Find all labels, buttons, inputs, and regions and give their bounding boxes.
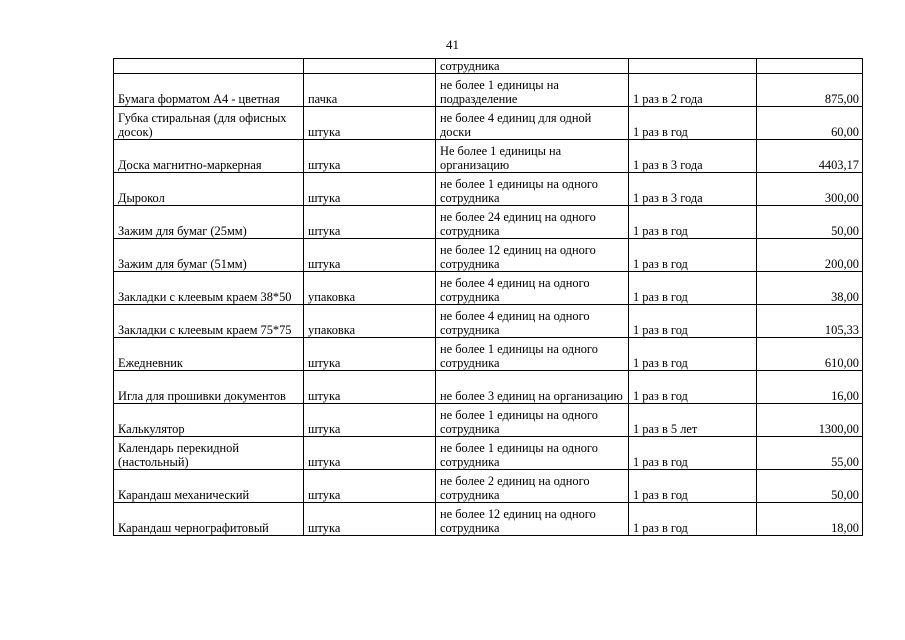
table-row — [114, 437, 863, 470]
cell-price — [757, 59, 863, 74]
table-row — [114, 107, 863, 140]
table-row-continuation — [114, 59, 863, 74]
cell-name: Бумага форматом А4 - цветная — [114, 74, 304, 107]
supplies-table — [113, 58, 863, 536]
table-row — [114, 371, 863, 404]
cell-price: 1300,00 — [757, 404, 863, 437]
cell-name: Карандаш чернографитовый — [114, 503, 304, 536]
cell-frequency: 1 раз в 2 года — [629, 74, 757, 107]
cell-price: 300,00 — [757, 173, 863, 206]
table-row — [114, 206, 863, 239]
cell-limit: не более 12 единиц на одного сотрудника — [436, 239, 629, 272]
cell-frequency: 1 раз в год — [629, 305, 757, 338]
table-row — [114, 140, 863, 173]
cell-price: 610,00 — [757, 338, 863, 371]
cell-price: 16,00 — [757, 371, 863, 404]
cell-limit: не более 12 единиц на одного сотрудника — [436, 503, 629, 536]
cell-frequency: 1 раз в год — [629, 107, 757, 140]
cell-frequency: 1 раз в год — [629, 503, 757, 536]
cell-limit: не более 4 единиц на одного сотрудника — [436, 272, 629, 305]
table-row — [114, 239, 863, 272]
cell-limit: не более 4 единиц на одного сотрудника — [436, 305, 629, 338]
table-body — [114, 59, 863, 536]
cell-frequency: 1 раз в 3 года — [629, 173, 757, 206]
table-row — [114, 404, 863, 437]
cell-unit — [304, 59, 436, 74]
cell-limit: не более 24 единиц на одного сотрудника — [436, 206, 629, 239]
cell-frequency: 1 раз в 3 года — [629, 140, 757, 173]
cell-unit: штука — [304, 173, 436, 206]
table-row — [114, 272, 863, 305]
cell-limit: сотрудника — [436, 59, 629, 74]
cell-unit: штука — [304, 239, 436, 272]
cell-limit: не более 4 единиц для одной доски — [436, 107, 629, 140]
cell-name: Губка стиральная (для офисных досок) — [114, 107, 304, 140]
cell-frequency: 1 раз в год — [629, 437, 757, 470]
cell-price: 60,00 — [757, 107, 863, 140]
cell-name: Дырокол — [114, 173, 304, 206]
cell-frequency: 1 раз в год — [629, 239, 757, 272]
cell-unit: штука — [304, 206, 436, 239]
cell-limit: не более 2 единиц на одного сотрудника — [436, 470, 629, 503]
cell-unit: штука — [304, 371, 436, 404]
table-row — [114, 338, 863, 371]
cell-limit: не более 3 единиц на организацию — [436, 371, 629, 404]
cell-unit: штука — [304, 338, 436, 371]
cell-limit: не более 1 единицы на одного сотрудника — [436, 338, 629, 371]
cell-price: 50,00 — [757, 206, 863, 239]
cell-unit: штука — [304, 437, 436, 470]
cell-name: Ежедневник — [114, 338, 304, 371]
table-row — [114, 305, 863, 338]
cell-price: 50,00 — [757, 470, 863, 503]
cell-name: Календарь перекидной (настольный) — [114, 437, 304, 470]
cell-name: Калькулятор — [114, 404, 304, 437]
cell-frequency: 1 раз в год — [629, 206, 757, 239]
table-row — [114, 173, 863, 206]
cell-unit: упаковка — [304, 272, 436, 305]
cell-limit: не более 1 единицы на одного сотрудника — [436, 404, 629, 437]
cell-unit: штука — [304, 107, 436, 140]
cell-price: 875,00 — [757, 74, 863, 107]
table-row — [114, 470, 863, 503]
cell-limit: не более 1 единицы на подразделение — [436, 74, 629, 107]
cell-name: Игла для прошивки документов — [114, 371, 304, 404]
cell-frequency: 1 раз в год — [629, 338, 757, 371]
page-number: 41 — [446, 37, 459, 52]
table-row — [114, 74, 863, 107]
cell-unit: штука — [304, 503, 436, 536]
cell-limit: Не более 1 единицы на организацию — [436, 140, 629, 173]
cell-price: 105,33 — [757, 305, 863, 338]
cell-frequency: 1 раз в год — [629, 371, 757, 404]
cell-frequency: 1 раз в 5 лет — [629, 404, 757, 437]
cell-frequency — [629, 59, 757, 74]
table-row — [114, 503, 863, 536]
cell-unit: штука — [304, 404, 436, 437]
cell-frequency: 1 раз в год — [629, 470, 757, 503]
cell-unit: штука — [304, 140, 436, 173]
cell-name: Закладки с клеевым краем 75*75 — [114, 305, 304, 338]
cell-name — [114, 59, 304, 74]
cell-frequency: 1 раз в год — [629, 272, 757, 305]
cell-limit: не более 1 единицы на одного сотрудника — [436, 173, 629, 206]
cell-price: 18,00 — [757, 503, 863, 536]
cell-unit: штука — [304, 470, 436, 503]
cell-price: 38,00 — [757, 272, 863, 305]
cell-name: Зажим для бумаг (25мм) — [114, 206, 304, 239]
cell-limit: не более 1 единицы на одного сотрудника — [436, 437, 629, 470]
cell-unit: пачка — [304, 74, 436, 107]
cell-price: 200,00 — [757, 239, 863, 272]
cell-name: Зажим для бумаг (51мм) — [114, 239, 304, 272]
cell-price: 55,00 — [757, 437, 863, 470]
cell-unit: упаковка — [304, 305, 436, 338]
cell-name: Закладки с клеевым краем 38*50 — [114, 272, 304, 305]
cell-price: 4403,17 — [757, 140, 863, 173]
cell-name: Карандаш механический — [114, 470, 304, 503]
cell-name: Доска магнитно-маркерная — [114, 140, 304, 173]
